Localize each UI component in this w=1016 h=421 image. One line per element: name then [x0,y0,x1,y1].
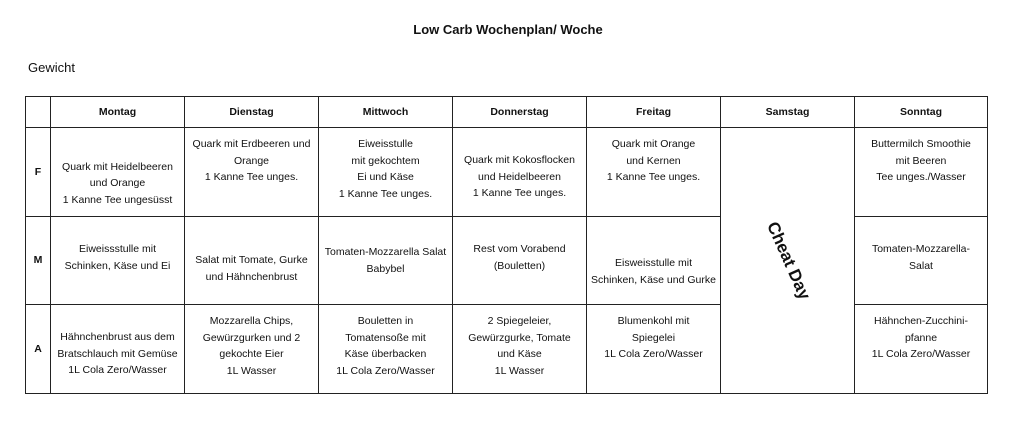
meal-text: Orange [233,154,270,167]
meal-text: 2 Spiegeleier, [487,315,552,327]
meal-text: Tomaten-Mozzarella Salat [324,246,447,258]
day-header: Freitag [587,97,721,128]
day-header: Sonntag [855,97,988,128]
meal-text: 1L Wasser [494,364,545,377]
meal-cell [319,128,453,217]
meal-cell [855,305,988,394]
cheat-day-label: Cheat Day [762,218,814,303]
meal-text: Schinken, Käse und Ei [64,259,171,272]
meal-text: Blumenkohl mit [617,315,690,327]
meal-text: Quark mit Heidelbeeren [62,160,173,173]
meal-text: Eiweisstulle [358,138,413,150]
meal-cell [453,217,587,305]
day-header: Montag [51,97,185,128]
meal-text: Eiweissstulle mit [78,243,157,255]
meal-text: 1 Kanne Tee unges. [606,171,701,183]
meal-text: Käse überbacken [344,348,427,360]
meal-cell [587,128,721,217]
meal-cell [185,305,319,394]
meal-text: Salat mit Tomate, Gurke [195,254,308,266]
meal-text: Salat [909,259,933,272]
meal-text: und Orange [89,177,146,189]
meal-text: 1 Kanne Tee unges. [338,187,433,200]
page-title: Low Carb Wochenplan/ Woche [413,22,603,37]
meal-text: Tomatensoße mit [345,331,426,344]
meal-cell [185,128,319,217]
day-header: Donnerstag [453,97,587,128]
meal-text: 1 Kanne Tee unges. [472,187,567,199]
meal-text: und Heidelbeeren [478,170,561,183]
meal-cell [185,217,319,305]
meal-cell [453,128,587,217]
row-label: A [26,305,51,394]
meal-text: Bouletten in [357,315,414,327]
meal-text: Mozzarella Chips, [209,315,294,327]
cheat-day-cell [721,128,855,394]
day-header: Samstag [721,97,855,128]
meal-text: Schinken, Käse und Gurke [591,273,716,286]
header-row [26,97,988,128]
meal-text: Quark mit Orange [611,138,696,150]
meal-cell [587,217,721,305]
meal-text: Quark mit Kokosflocken [464,154,575,166]
meal-text: und Kernen [626,154,681,167]
meal-text: gekochte Eier [219,348,284,360]
meal-text: Quark mit Erdbeeren und [192,138,311,150]
meal-text: 1L Cola Zero/Wasser [68,364,167,376]
meal-cell [855,217,988,305]
meal-plan-table [25,96,988,394]
meal-text: Hähnchen-Zucchini- [874,315,968,327]
meal-text: Hähnchenbrust aus dem [60,331,175,343]
day-header: Mittwoch [319,97,453,128]
meal-cell [51,305,185,394]
meal-text: Spiegelei [631,331,676,344]
meal-text: mit Beeren [895,154,947,167]
meal-cell [453,305,587,394]
meal-text: 1L Cola Zero/Wasser [871,348,971,360]
meal-text: Eisweisstulle mit [614,257,693,269]
meal-text: (Bouletten) [493,259,546,272]
meal-text: Tee unges./Wasser [876,171,966,183]
meal-text: 1L Wasser [226,364,277,377]
meal-text: und Käse [497,348,542,360]
meal-cell [319,217,453,305]
meal-cell [855,128,988,217]
meal-text: 1L Cola Zero/Wasser [336,364,435,377]
meal-text: Gewürzgurken und 2 [202,331,301,344]
meal-cell [51,217,185,305]
meal-cell [587,305,721,394]
meal-text: Buttermilch Smoothie [871,138,971,150]
row-label: F [26,128,51,217]
day-header: Dienstag [185,97,319,128]
meal-text: Tomaten-Mozzarella- [871,243,971,255]
meal-text: pfanne [904,331,938,344]
meal-text: Ei und Käse [357,171,414,183]
meal-text: 1L Cola Zero/Wasser [604,348,703,360]
row-label: M [26,217,51,305]
meal-text: Gewürzgurke, Tomate [468,331,571,344]
meal-row-breakfast [26,128,988,217]
corner-cell [26,97,51,128]
meal-text: Rest vom Vorabend [473,243,566,255]
meal-text: 1 Kanne Tee ungesüsst [62,193,173,206]
meal-cell [319,305,453,394]
weight-label: Gewicht [28,60,75,75]
meal-text: Bratschlauch mit Gemüse [57,347,178,360]
meal-text: mit gekochtem [351,154,420,167]
meal-cell [51,128,185,217]
meal-text: und Hähnchenbrust [205,270,298,283]
meal-text: Babybel [366,262,405,275]
meal-text: 1 Kanne Tee unges. [204,171,299,183]
